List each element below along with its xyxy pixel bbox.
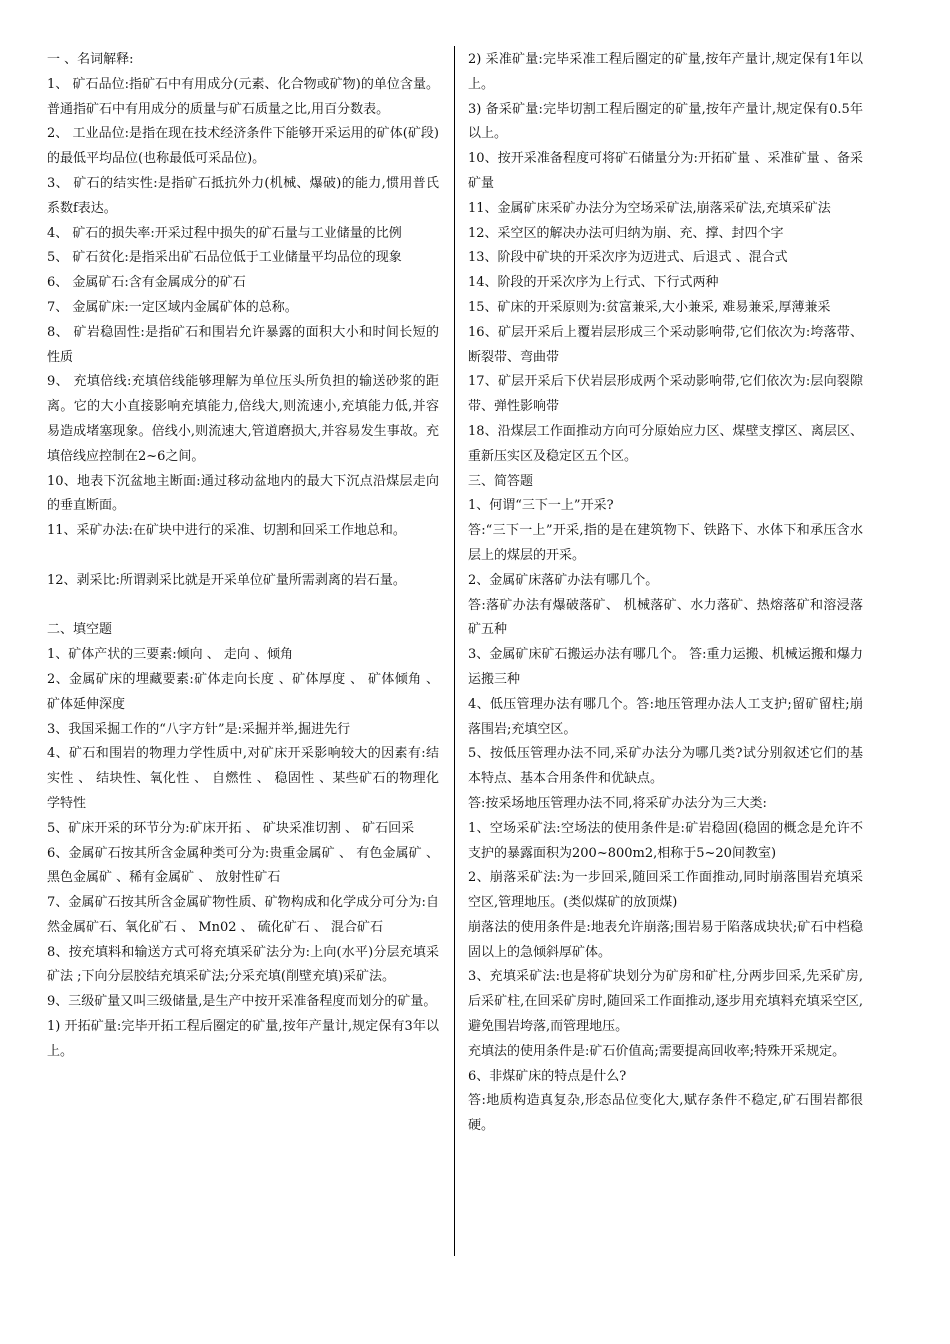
blank-line (47, 594, 439, 619)
answer-item: 崩落法的使用条件是:地表允许崩落;围岩易于陷落成块状;矿石中档稳固以上的急倾斜厚矿体。 (468, 919, 863, 960)
question-item: 4、低压管理办法有哪几个。答:地压管理办法人工支护;留矿留柱;崩落围岩;充填空区。 (468, 696, 863, 737)
definition-item: 10、地表下沉盆地主断面:通过移动盆地内的最大下沉点沿煤层走向的垂直断面。 (47, 473, 439, 514)
definition-item: 6、 金属矿石:含有金属成分的矿石 (47, 275, 246, 291)
definition-item: 4、 矿石的损失率:开采过程中损失的矿石量与工业储量的比例 (47, 225, 402, 241)
question-item: 5、按低压管理办法不同,采矿办法分为哪几类?试分别叙述它们的基本特点、基本合用条件和优缺点。 (468, 746, 863, 787)
definition-item: 7、 金属矿床:一定区域内金属矿体的总称。 (47, 299, 298, 315)
question-item: 1、何谓“三下一上”开采? (468, 498, 614, 514)
answer-item: 3、充填采矿法:也是将矿块划分为矿房和矿柱,分两步回采,先采矿房,后采矿柱,在回采矿房时,随回采工作面推动,逐步用充填料充填采空区,避免围岩垮落,而管理地压。 (468, 969, 863, 1035)
fill-in-item: 2) 采准矿量:完毕采准工程后圈定的矿量,按年产量计,规定保有1年以上。 (468, 52, 863, 92)
fill-in-item: 7、金属矿石按其所含金属矿物性质、矿物构成和化学成分可分为:自然金属矿石、氧化矿石 、 Mn02 、 硫化矿石 、 混合矿石 (47, 895, 439, 935)
section-heading-short-answer: 三、简答题 (468, 473, 534, 489)
definition-item: 3、 矿石的结实性:是指矿石抵抗外力(机械、爆破)的能力,惯用普氏系数f表达。 (47, 175, 439, 216)
fill-in-item: 16、矿层开采后上覆岩层形成三个采动影响带,它们依次为:垮落带、断裂带、弯曲带 (468, 324, 863, 365)
fill-in-item: 15、矿床的开采原则为:贫富兼采,大小兼采, 难易兼采,厚薄兼采 (468, 299, 831, 315)
fill-in-item: 14、阶段的开采次序为上行式、下行式两种 (468, 275, 719, 291)
fill-in-item: 2、金属矿床的埋藏要素:矿体走向长度 、矿体厚度 、 矿体倾角 、矿体延伸深度 (47, 671, 439, 712)
question-item: 3、金属矿床矿石搬运办法有哪几个。 答:重力运搬、机械运搬和爆力运搬三种 (468, 647, 863, 687)
question-item: 6、非煤矿床的特点是什么? (468, 1068, 627, 1084)
definition-item: 5、 矿石贫化:是指采出矿石品位低于工业储量平均品位的现象 (47, 250, 402, 266)
fill-in-item: 11、金属矿床采矿办法分为空场采矿法,崩落采矿法,充填采矿法 (468, 200, 831, 216)
column-divider (454, 46, 455, 1256)
fill-in-item: 3) 备采矿量:完毕切割工程后圈定的矿量,按年产量计,规定保有0.5年以上。 (468, 101, 863, 142)
fill-in-item: 3、我国采掘工作的“八字方针”是:采掘并举,掘进先行 (47, 721, 351, 737)
fill-in-item: 8、按充填料和输送方式可将充填采矿法分为:上向(水平)分层充填采矿法 ;下向分层胶结充填采矿法;分采充填(削壁充填)采矿法。 (47, 944, 439, 985)
fill-in-item: 5、矿床开采的环节分为:矿床开拓 、 矿块采准切割 、 矿石回采 (47, 820, 415, 836)
right-column (468, 48, 863, 1139)
definition-item: 1、 矿石品位:指矿石中有用成分(元素、化合物或矿物)的单位含量。普通指矿石中有用成分的质量与矿石质量之比,用百分数表。 (47, 76, 439, 117)
fill-in-item: 1、矿体产状的三要素:倾向 、 走向 、倾角 (47, 647, 294, 663)
answer-item: 充填法的使用条件是:矿石价值高;需要提高回收率;特殊开采规定。 (468, 1043, 846, 1059)
definition-item: 12、剥采比:所谓剥采比就是开采单位矿量所需剥离的岩石量。 (47, 572, 406, 588)
fill-in-item: 6、金属矿石按其所含金属种类可分为:贵重金属矿 、 有色金属矿 、 黑色金属矿 、稀有金属矿 、 放射性矿石 (47, 845, 439, 886)
answer-item: 1、空场采矿法:空场法的使用条件是:矿岩稳固(稳固的概念是允许不支护的暴露面积为200~800m2,相称于5~20间教室) (468, 820, 863, 861)
definition-item: 9、 充填倍线:充填倍线能够理解为单位压头所负担的输送砂浆的距离。它的大小直接影响充填能力,倍线大,则流速小,充填能力低,并容易造成堵塞现象。倍线小,则流速大,管道磨损大,并容易发生事故。充填倍线应控制在2~6之间。 (47, 374, 439, 464)
answer-item: 2、崩落采矿法:为一步回采,随回采工作面推动,同时崩落围岩充填采空区,管理地压。(类似煤矿的放顶煤) (468, 870, 863, 911)
fill-in-item: 4、矿石和围岩的物理力学性质中,对矿床开采影响较大的因素有:结实性 、 结块性、氧化性 、 自燃性 、 稳固性 、某些矿石的物理化学特性 (47, 746, 439, 811)
fill-in-item: 17、矿层开采后下伏岩层形成两个采动影响带,它们依次为:层向裂隙带、弹性影响带 (468, 374, 863, 415)
question-item: 2、金属矿床落矿办法有哪几个。 (468, 572, 659, 588)
fill-in-item: 1) 开拓矿量:完毕开拓工程后圈定的矿量,按年产量计,规定保有3年以上。 (47, 1019, 439, 1059)
section-heading-fill-in: 二、填空题 (47, 622, 113, 638)
section-heading-definitions: 一 、名词解释: (47, 52, 134, 67)
definition-item: 8、 矿岩稳固性:是指矿石和围岩允许暴露的面积大小和时间长短的性质 (47, 324, 439, 365)
fill-in-item: 18、沿煤层工作面推动方向可分原始应力区、煤壁支撑区、离层区、重新压实区及稳定区五个区。 (468, 423, 863, 464)
fill-in-item: 9、三级矿量又叫三级储量,是生产中按开采准备程度而划分的矿量。 (47, 994, 437, 1010)
answer-item: 答:“三下一上”开采,指的是在建筑物下、铁路下、水体下和承压含水层上的煤层的开采。 (468, 523, 863, 563)
definition-item: 2、 工业品位:是指在现在技术经济条件下能够开采运用的矿体(矿段)的最低平均品位(也称最低可采品位)。 (47, 126, 439, 167)
definition-item: 11、采矿办法:在矿块中进行的采准、切割和回采工作地总和。 (47, 523, 406, 539)
blank-line (47, 544, 439, 569)
left-column (47, 48, 439, 1065)
fill-in-item: 10、按开采准备程度可将矿石储量分为:开拓矿量 、采准矿量 、备采矿量 (468, 151, 863, 191)
fill-in-item: 13、阶段中矿块的开采次序为迈进式、后退式 、混合式 (468, 250, 788, 266)
answer-item: 答:落矿办法有爆破落矿、 机械落矿、水力落矿、热熔落矿和溶浸落矿五种 (468, 597, 863, 638)
answer-item: 答:按采场地压管理办法不同,将采矿办法分为三大类: (468, 795, 767, 811)
answer-item: 答:地质构造真复杂,形态品位变化大,赋存条件不稳定,矿石围岩都很硬。 (468, 1093, 863, 1134)
fill-in-item: 12、采空区的解决办法可归纳为崩、充、撑、封四个字 (468, 225, 784, 241)
